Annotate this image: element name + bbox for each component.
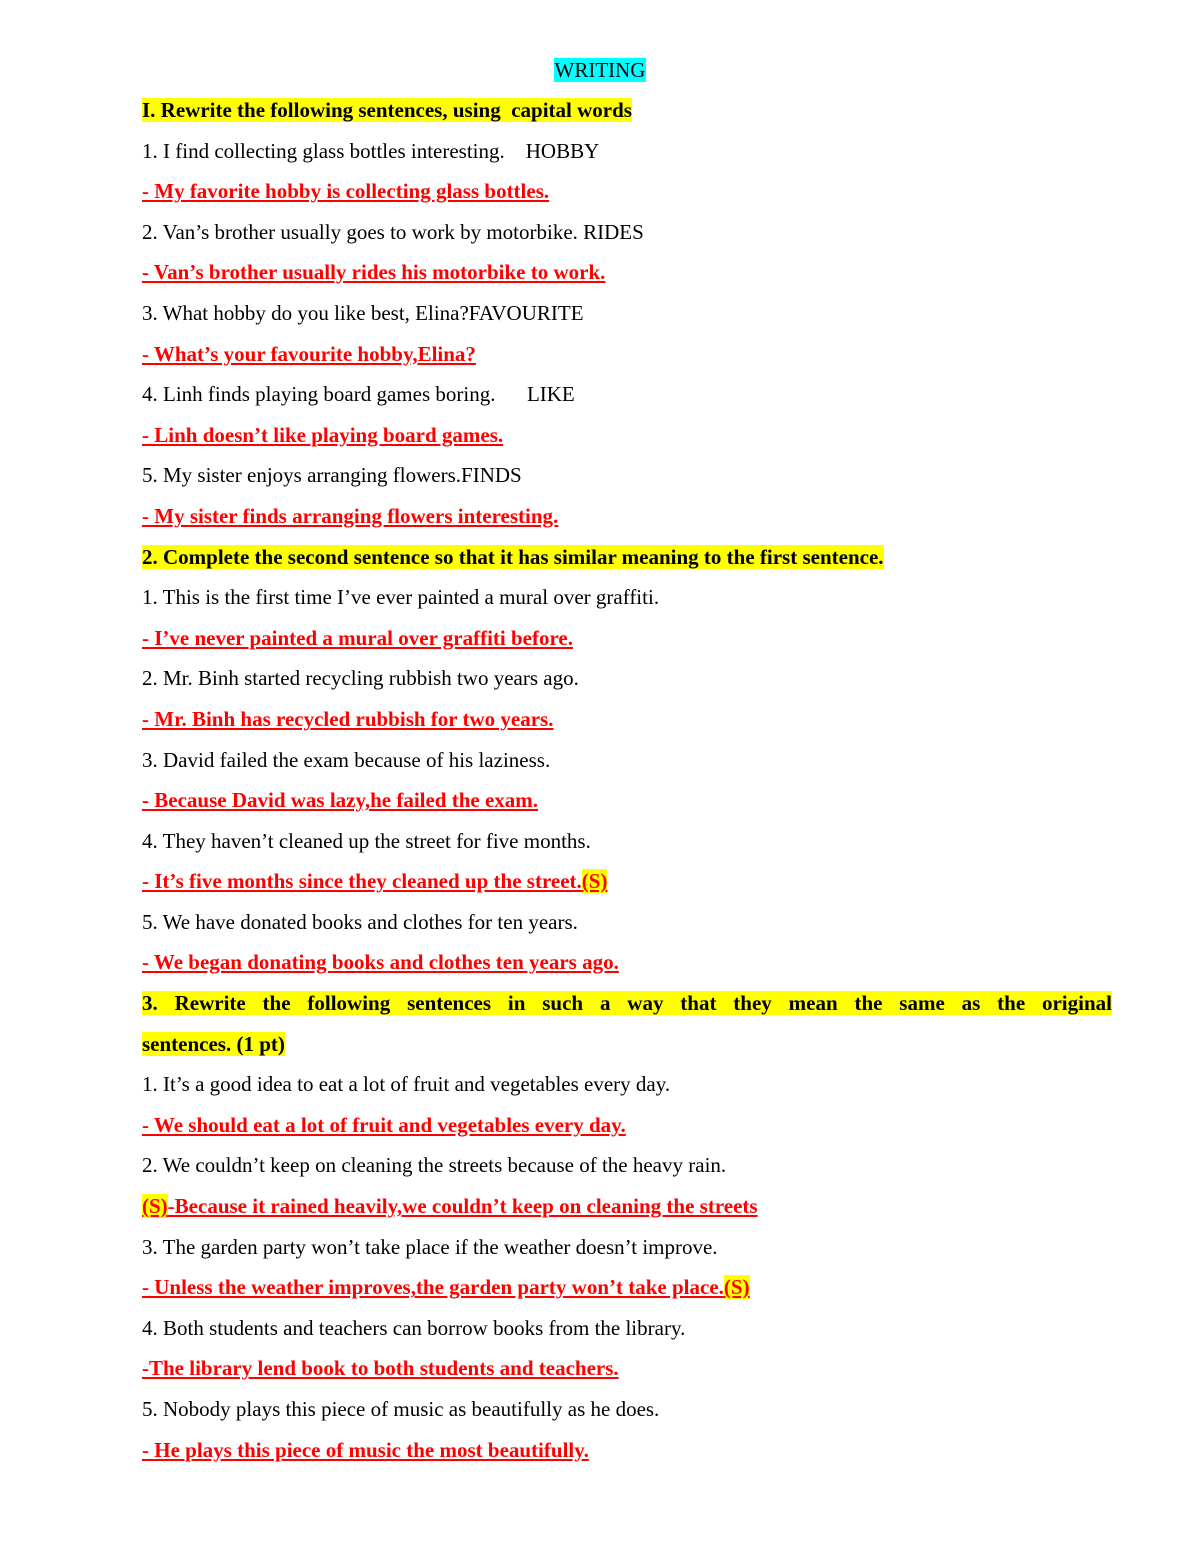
answer-line: - What’s your favourite hobby,Elina?	[142, 341, 476, 366]
answer-line: - Linh doesn’t like playing board games.	[142, 422, 504, 447]
self-mark-tag: (S)	[142, 1194, 168, 1219]
answer-line: (S)-Because it rained heavily,we couldn’t keep on cleaning the streets	[142, 1194, 758, 1219]
section-3-heading: 3. Rewrite the following sentences in such a way that they mean the same as the original sentences. (1 pt)	[142, 991, 1112, 1056]
self-mark-tag: (S)	[581, 869, 608, 894]
answer-line: - I’ve never painted a mural over graffiti before.	[142, 625, 573, 650]
answer-line: - My sister finds arranging flowers interesting.	[142, 503, 559, 528]
question-line: 4. Linh finds playing board games boring. LIKE	[142, 382, 575, 407]
page-title	[0, 56, 1200, 84]
answer-line: - Mr. Binh has recycled rubbish for two years.	[142, 706, 554, 731]
question-line: 5. My sister enjoys arranging flowers.FINDS	[142, 463, 522, 488]
question-line: 3. What hobby do you like best, Elina?FAVOURITE	[142, 300, 584, 325]
answer-line: -The library lend book to both students and teachers.	[142, 1356, 619, 1381]
answer-line: - We began donating books and clothes ten years ago.	[142, 950, 619, 975]
answer-line: - We should eat a lot of fruit and vegetables every day.	[142, 1112, 626, 1137]
question-line: 4. They haven’t cleaned up the street for five months.	[142, 828, 591, 853]
question-line: 1. This is the first time I’ve ever painted a mural over graffiti.	[142, 585, 660, 610]
answer-line: - Van’s brother usually rides his motorbike to work.	[142, 260, 606, 285]
question-line: 3. David failed the exam because of his laziness.	[142, 747, 551, 772]
title-text: WRITING	[554, 58, 646, 82]
section-2-heading: 2. Complete the second sentence so that it has similar meaning to the first sentence.	[142, 544, 884, 569]
question-line: 3. The garden party won’t take place if the weather doesn’t improve.	[142, 1234, 718, 1259]
answer-line: - Because David was lazy,he failed the exam.	[142, 788, 539, 813]
answer-line: - My favorite hobby is collecting glass bottles.	[142, 179, 550, 204]
answer-line: - He plays this piece of music the most beautifully.	[142, 1437, 589, 1462]
question-line: 2. Van’s brother usually goes to work by motorbike. RIDES	[142, 219, 644, 244]
section-1-heading: I. Rewrite the following sentences, using capital words	[142, 98, 632, 122]
answer-line: - Unless the weather improves,the garden party won’t take place.(S)	[142, 1275, 750, 1300]
question-line: 1. I find collecting glass bottles interesting. HOBBY	[142, 138, 600, 163]
question-line: 4. Both students and teachers can borrow books from the library.	[142, 1315, 686, 1340]
question-line: 2. We couldn’t keep on cleaning the streets because of the heavy rain.	[142, 1153, 727, 1178]
self-mark-tag: (S)	[723, 1275, 750, 1300]
question-line: 2. Mr. Binh started recycling rubbish two years ago.	[142, 666, 579, 691]
question-line: 1. It’s a good idea to eat a lot of fruit and vegetables every day.	[142, 1072, 671, 1097]
document-body	[142, 90, 1112, 1470]
question-line: 5. We have donated books and clothes for ten years.	[142, 909, 578, 934]
question-line: 5. Nobody plays this piece of music as beautifully as he does.	[142, 1397, 660, 1421]
answer-line: - It’s five months since they cleaned up the street.(S)	[142, 869, 608, 894]
